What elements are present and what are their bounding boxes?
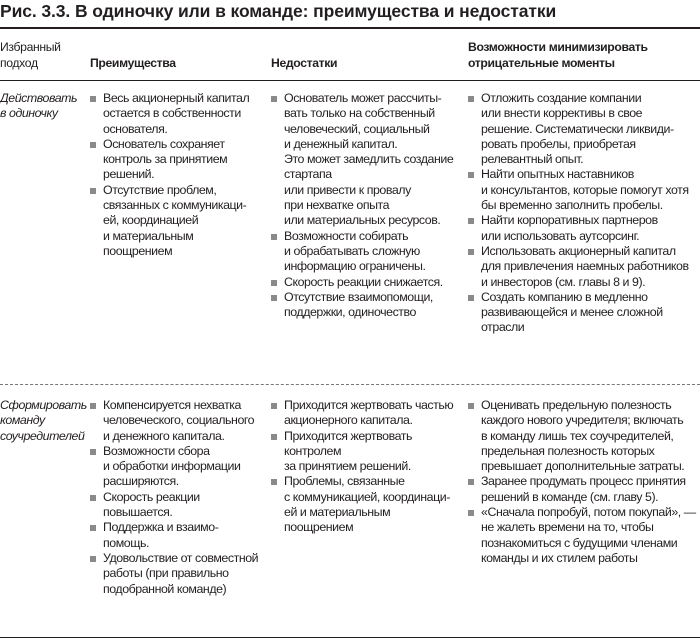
list-item: Основатель сохраняет контроль за принятием решений. [88, 137, 249, 183]
list-item: Использовать акционерный капитал для привлечения наемных работников и инвесторов (см. главы 8 и 9). [466, 244, 689, 290]
row-1-mitigation [466, 91, 689, 336]
list-item: Скорость реакции снижается. [269, 275, 453, 290]
list-item: Компенсируется нехватка человеческого, социального и денежного капитала. [88, 398, 258, 444]
row-1-disadvantages [269, 91, 453, 320]
row-divider [0, 384, 700, 385]
bottom-rule [0, 637, 700, 638]
row-2-approach: Сформировать команду соучредителей [0, 398, 87, 443]
header-rule [0, 80, 700, 81]
list-item: Приходится жертвовать контролем за принятием решений. [269, 429, 453, 475]
list-item: Проблемы, связанные с коммуникацией, координаци- ей и материальным поощрением [269, 474, 453, 535]
header-mitigation: Возможности минимизировать отрицательные моменты [468, 40, 648, 70]
list-item: Заранее продумать процесс принятия решений в команде (см. главу 5). [466, 474, 696, 505]
row-2-disadvantages [269, 398, 453, 536]
list-item: Скорость реакции повышается. [88, 490, 258, 521]
list-item: Отсутствие проблем, связанных с коммуникаци- ей, координацией и материальным поощрением [88, 183, 249, 259]
list-item: Отсутствие взаимопомощи, поддержки, одиночество [269, 290, 453, 321]
list-item: Основатель может рассчиты- вать только на собственный человеческий, социальный и денежный капитал. Это может замедлить создание стартапа или привести к провалу при нехватке опыта или материальных ресурсов. [269, 91, 453, 229]
header-disadvantages: Недостатки [271, 56, 338, 70]
row-2-mitigation [466, 398, 696, 566]
list-item: Отложить создание компании или внести коррективы в свое решение. Систематически ликвиди- ровать пробелы, приобретая релевантный опыт. [466, 91, 689, 167]
row-1-advantages [88, 91, 249, 259]
list-item: Возможности собирать и обрабатывать сложную информацию ограничены. [269, 229, 453, 275]
list-item: Найти опытных наставников и консультантов, которые помогут хотя бы временно заполнить пробелы. [466, 167, 689, 213]
list-item: Весь акционерный капитал остается в собственности основателя. [88, 91, 249, 137]
header-advantages: Преимущества [90, 56, 176, 70]
list-item: Найти корпоративных партнеров или использовать аутсорсинг. [466, 213, 689, 244]
list-item: Удовольствие от совместной работы (при правильно подобранной команде) [88, 551, 258, 597]
figure-title: Рис. 3.3. В одиночку или в команде: преимущества и недостатки [0, 1, 557, 21]
list-item: Приходится жертвовать частью акционерного капитала. [269, 398, 453, 429]
list-item: Создать компанию в медленно развивающейся и менее сложной отрасли [466, 290, 689, 336]
header-approach: Избранный подход [0, 40, 61, 70]
list-item: Поддержка и взаимо- помощь. [88, 520, 258, 551]
row-2-advantages [88, 398, 258, 597]
top-rule [0, 27, 700, 29]
list-item: Возможности сбора и обработки информации расширяются. [88, 444, 258, 490]
list-item: Оценивать предельную полезность каждого нового учредителя; включать в команду лишь тех соучредителей, предельная полезность которых превышает дополнительные затраты. [466, 398, 696, 474]
list-item: «Сначала попробуй, потом покупай», — не жалеть времени на то, чтобы познакомиться с будущими членами команды и их стилем работы [466, 505, 696, 566]
row-1-approach: Действовать в одиночку [0, 91, 78, 121]
